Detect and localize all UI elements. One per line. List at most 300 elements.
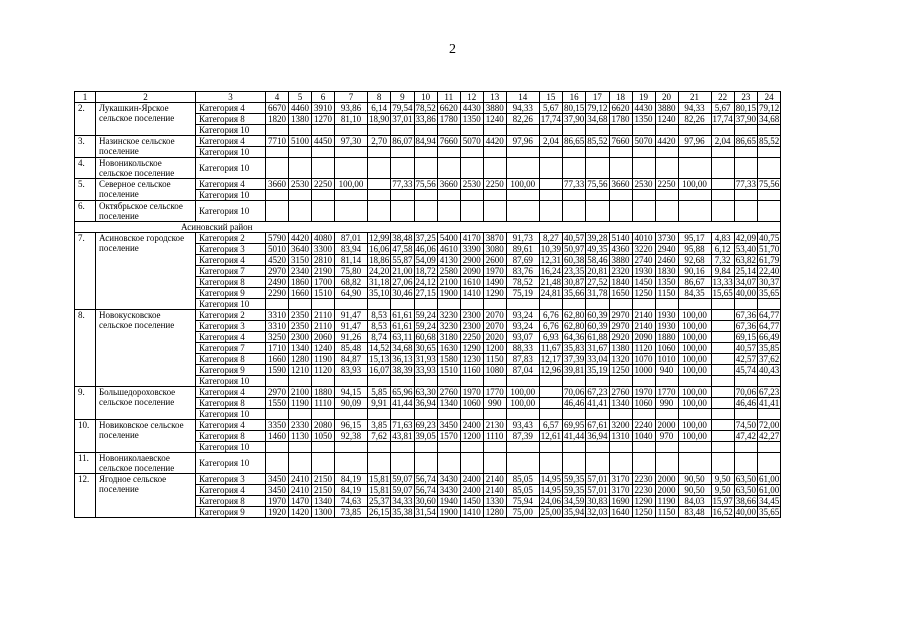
value-cell (655, 190, 678, 201)
value-cell: 41,41 (759, 398, 780, 408)
value-cell: 1780 (609, 114, 632, 125)
value-cell: 6,14 (368, 103, 391, 114)
value-cell (483, 158, 506, 179)
value-cell: 1250 (632, 288, 655, 299)
value-cell: 2970 (266, 266, 289, 277)
value-cell (632, 453, 655, 474)
value-cell: 1150 (483, 354, 506, 365)
value-cell (539, 376, 562, 387)
value-cell: 36,94 (415, 398, 436, 408)
value-cell: 1150 (655, 507, 678, 518)
value-cell: 990 (655, 398, 678, 409)
value-cell: 68,82 (335, 277, 368, 288)
value-cell (758, 147, 781, 158)
value-cell: 1770 (655, 387, 678, 398)
value-cell (506, 147, 539, 158)
value-cell: 1290 (632, 496, 655, 507)
table-row (75, 136, 781, 147)
value-cell: 3660 (609, 179, 632, 190)
value-cell: 2760 (437, 387, 460, 398)
value-cell: 31,18 (369, 277, 390, 287)
value-cell: 67,36 (735, 310, 756, 320)
value-cell: 66,49 (759, 332, 780, 342)
value-cell (586, 190, 609, 201)
value-cell: 36,13 (392, 354, 413, 364)
value-cell: 15,97 (712, 496, 733, 506)
value-cell: 63,11 (392, 332, 413, 342)
value-cell: 8,53 (368, 310, 391, 321)
table-row (75, 201, 781, 222)
value-cell: 1350 (655, 277, 678, 288)
value-cell (414, 453, 437, 474)
value-cell: 1450 (460, 496, 483, 507)
value-cell: 91,73 (506, 233, 539, 244)
value-cell (758, 158, 781, 179)
value-cell (655, 158, 678, 179)
value-cell: 14,95 (540, 485, 561, 495)
value-cell (506, 201, 539, 222)
value-cell: 2350 (289, 321, 312, 332)
value-cell: 39,28 (587, 233, 608, 243)
value-cell: 940 (655, 365, 678, 376)
value-cell: 7710 (266, 136, 289, 147)
value-cell (414, 158, 437, 179)
value-cell: 4420 (289, 233, 312, 244)
value-cell: 100,00 (678, 354, 711, 365)
value-cell: 1880 (655, 332, 678, 343)
value-cell: 83,48 (678, 507, 711, 518)
row-number: 8. (75, 310, 96, 387)
value-cell (711, 453, 734, 474)
value-cell: 1780 (437, 114, 460, 125)
value-cell: 4360 (609, 244, 632, 255)
value-cell: 75,56 (759, 179, 780, 189)
header-cell: 15 (539, 92, 562, 103)
value-cell: 1200 (483, 343, 506, 354)
value-cell: 2350 (289, 310, 312, 321)
value-cell: 35,66 (564, 288, 585, 298)
value-cell (711, 376, 734, 387)
header-cell: 4 (266, 92, 289, 103)
value-cell: 7,62 (368, 431, 391, 442)
value-cell: 1930 (655, 310, 678, 321)
value-cell (391, 442, 414, 453)
value-cell: 2230 (632, 485, 655, 496)
header-cell: 22 (711, 92, 734, 103)
value-cell: 1970 (460, 387, 483, 398)
value-cell: 1380 (609, 343, 632, 354)
header-cell: 2 (96, 92, 196, 103)
value-cell: 1660 (289, 288, 312, 299)
value-cell: 1190 (655, 496, 678, 507)
category-cell: Категория 9 (196, 365, 266, 376)
value-cell (391, 453, 414, 474)
value-cell (655, 409, 678, 420)
value-cell (437, 125, 460, 136)
value-cell: 6620 (437, 103, 460, 114)
value-cell: 67,36 (735, 321, 756, 331)
value-cell: 2970 (266, 387, 289, 398)
value-cell: 9,84 (711, 266, 734, 277)
value-cell: 85,52 (587, 136, 608, 146)
value-cell: 35,19 (587, 365, 608, 375)
value-cell: 1930 (655, 321, 678, 332)
value-cell (368, 442, 391, 453)
value-cell: 75,80 (335, 266, 368, 277)
value-cell (266, 299, 289, 310)
value-cell: 8,53 (368, 321, 391, 332)
value-cell: 59,24 (415, 321, 436, 331)
value-cell: 61,61 (392, 310, 413, 320)
value-cell: 61,00 (759, 474, 780, 484)
value-cell (368, 190, 391, 201)
value-cell: 2810 (312, 255, 335, 266)
value-cell (563, 201, 586, 222)
value-cell: 89,61 (506, 244, 539, 255)
value-cell: 16,24 (540, 266, 561, 276)
row-number: 10. (75, 420, 96, 453)
table-row (75, 453, 781, 474)
value-cell: 16,52 (712, 507, 733, 517)
value-cell: 3880 (483, 103, 506, 114)
value-cell: 23,35 (564, 266, 585, 276)
value-cell: 6,76 (539, 310, 562, 321)
value-cell: 2110 (312, 321, 335, 332)
value-cell (586, 125, 609, 136)
row-number: 11. (75, 453, 96, 474)
category-cell: Категория 4 (196, 179, 266, 190)
value-cell: 12,61 (540, 431, 561, 441)
value-cell: 21,00 (392, 266, 413, 276)
value-cell: 2,04 (711, 136, 734, 147)
value-cell: 61,79 (759, 255, 780, 265)
value-cell (734, 299, 757, 310)
value-cell: 40,43 (759, 365, 780, 375)
value-cell: 40,57 (735, 343, 756, 353)
value-cell: 86,65 (735, 136, 756, 146)
value-cell: 2970 (609, 310, 632, 321)
value-cell: 70,06 (735, 387, 756, 397)
value-cell: 35,85 (759, 343, 780, 353)
value-cell (368, 201, 391, 222)
header-cell: 24 (758, 92, 781, 103)
value-cell: 79,12 (759, 103, 780, 113)
value-cell: 41,44 (392, 398, 413, 408)
value-cell: 990 (483, 398, 506, 409)
value-cell: 36,94 (587, 431, 608, 441)
value-cell (460, 125, 483, 136)
value-cell: 100,00 (678, 310, 711, 321)
category-cell: Категория 8 (196, 496, 266, 507)
value-cell: 84,94 (415, 136, 436, 146)
value-cell (734, 376, 757, 387)
value-cell: 87,01 (335, 233, 368, 244)
value-cell: 2340 (289, 266, 312, 277)
value-cell (758, 442, 781, 453)
value-cell: 2000 (655, 474, 678, 485)
value-cell: 75,56 (587, 179, 608, 189)
value-cell: 1160 (460, 365, 483, 376)
value-cell: 1410 (460, 507, 483, 518)
value-cell (586, 299, 609, 310)
value-cell: 92,68 (678, 255, 711, 266)
value-cell: 2290 (266, 288, 289, 299)
value-cell (586, 201, 609, 222)
value-cell: 2110 (312, 310, 335, 321)
value-cell: 1120 (632, 343, 655, 354)
category-cell: Категория 7 (196, 343, 266, 354)
value-cell: 74,63 (335, 496, 368, 507)
value-cell: 1240 (483, 114, 506, 125)
value-cell: 100,00 (678, 420, 711, 431)
value-cell: 1610 (460, 277, 483, 288)
value-cell: 1330 (483, 496, 506, 507)
value-cell: 27,52 (587, 277, 608, 287)
value-cell (335, 376, 368, 387)
value-cell: 1250 (609, 365, 632, 376)
value-cell (539, 147, 562, 158)
value-cell: 64,90 (335, 288, 368, 299)
value-cell: 30,37 (759, 277, 780, 287)
value-cell: 2250 (483, 179, 506, 190)
table-row (75, 233, 781, 244)
header-cell: 10 (414, 92, 437, 103)
value-cell: 2140 (483, 474, 506, 485)
value-cell: 3150 (289, 255, 312, 266)
value-cell: 1320 (609, 354, 632, 365)
value-cell: 30,83 (587, 496, 608, 506)
value-cell (586, 409, 609, 420)
value-cell (539, 409, 562, 420)
value-cell: 62,80 (564, 310, 585, 320)
value-cell: 1930 (632, 266, 655, 277)
value-cell (539, 190, 562, 201)
value-cell: 34,45 (759, 496, 780, 506)
value-cell: 3880 (655, 103, 678, 114)
value-cell: 91,47 (335, 310, 368, 321)
value-cell (391, 190, 414, 201)
value-cell: 32,03 (587, 507, 608, 517)
value-cell: 1270 (312, 114, 335, 125)
value-cell (460, 190, 483, 201)
value-cell: 3170 (609, 485, 632, 496)
value-cell: 69,15 (735, 332, 756, 342)
value-cell (632, 190, 655, 201)
table-row (75, 387, 781, 398)
value-cell: 1820 (266, 114, 289, 125)
value-cell: 1300 (312, 507, 335, 518)
value-cell: 51,70 (759, 244, 780, 254)
value-cell: 82,26 (678, 114, 711, 125)
value-cell (266, 409, 289, 420)
value-cell: 84,19 (335, 485, 368, 496)
value-cell: 1150 (655, 288, 678, 299)
value-cell: 86,65 (564, 136, 585, 146)
value-cell: 1110 (483, 431, 506, 442)
value-cell: 1280 (483, 507, 506, 518)
row-number: 3. (75, 136, 96, 158)
value-cell: 17,74 (712, 114, 733, 124)
value-cell: 2940 (655, 244, 678, 255)
value-cell: 87,69 (506, 255, 539, 266)
value-cell: 1460 (266, 431, 289, 442)
value-cell: 2,70 (368, 136, 391, 147)
value-cell: 6,76 (539, 321, 562, 332)
value-cell: 59,35 (564, 474, 585, 484)
category-cell: Категория 10 (196, 147, 266, 158)
header-cell: 14 (506, 92, 539, 103)
value-cell: 1510 (312, 288, 335, 299)
value-cell: 3450 (266, 474, 289, 485)
value-cell: 100,00 (678, 431, 711, 442)
value-cell: 27,06 (392, 277, 413, 287)
value-cell: 1060 (632, 398, 655, 409)
category-cell: Категория 8 (196, 398, 266, 409)
value-cell: 20,81 (587, 266, 608, 276)
value-cell (335, 299, 368, 310)
value-cell (437, 299, 460, 310)
value-cell (711, 179, 734, 190)
value-cell: 2000 (655, 485, 678, 496)
value-cell (539, 201, 562, 222)
value-cell: 1290 (460, 343, 483, 354)
value-cell: 81,14 (335, 255, 368, 266)
value-cell (632, 158, 655, 179)
value-cell (632, 299, 655, 310)
value-cell: 4450 (312, 136, 335, 147)
value-cell (312, 299, 335, 310)
settlement-name: Лукашкин-Ярское сельское поселение (96, 103, 196, 136)
value-cell: 67,23 (759, 387, 780, 397)
value-cell: 1340 (609, 398, 632, 409)
value-cell: 67,61 (587, 420, 608, 430)
value-cell: 15,13 (369, 354, 390, 364)
value-cell (391, 147, 414, 158)
value-cell: 4520 (266, 255, 289, 266)
value-cell (391, 201, 414, 222)
value-cell (460, 453, 483, 474)
value-cell (391, 409, 414, 420)
value-cell: 1280 (289, 354, 312, 365)
value-cell (391, 125, 414, 136)
value-cell: 94,15 (335, 387, 368, 398)
value-cell: 96,15 (335, 420, 368, 431)
value-cell: 1570 (437, 431, 460, 442)
value-cell (655, 125, 678, 136)
value-cell: 2920 (609, 332, 632, 343)
value-cell (632, 409, 655, 420)
value-cell: 37,62 (759, 354, 780, 364)
header-cell: 1 (75, 92, 96, 103)
value-cell (312, 190, 335, 201)
category-cell: Категория 10 (196, 453, 266, 474)
value-cell: 4,83 (711, 233, 734, 244)
settlement-name: Назинское сельское поселение (96, 136, 196, 158)
value-cell (758, 201, 781, 222)
value-cell: 13,33 (712, 277, 733, 287)
value-cell: 69,95 (564, 420, 585, 430)
category-cell: Категория 7 (196, 266, 266, 277)
value-cell (632, 442, 655, 453)
value-cell: 15,81 (369, 474, 390, 484)
value-cell (758, 125, 781, 136)
value-cell (711, 398, 734, 409)
value-cell: 46,06 (415, 244, 436, 254)
value-cell: 3730 (655, 233, 678, 244)
value-cell: 93,07 (506, 332, 539, 343)
value-cell: 63,50 (735, 474, 756, 484)
value-cell (678, 201, 711, 222)
value-cell: 5070 (460, 136, 483, 147)
value-cell: 59,35 (564, 485, 585, 495)
value-cell: 4170 (460, 233, 483, 244)
value-cell: 30,60 (415, 496, 436, 506)
value-cell: 1130 (289, 431, 312, 442)
value-cell: 1970 (632, 387, 655, 398)
value-cell: 2140 (632, 310, 655, 321)
settlement-name: Новониколаевское сельское поселение (96, 453, 196, 474)
value-cell: 2000 (655, 420, 678, 431)
value-cell: 3390 (460, 244, 483, 255)
category-cell: Категория 10 (196, 442, 266, 453)
value-cell (711, 431, 734, 442)
value-cell: 30,87 (564, 277, 585, 287)
value-cell: 90,50 (678, 474, 711, 485)
header-cell: 9 (391, 92, 414, 103)
value-cell: 12,31 (540, 255, 561, 265)
value-cell (335, 453, 368, 474)
value-cell: 86,07 (392, 136, 413, 146)
value-cell: 4420 (655, 136, 678, 147)
value-cell (312, 158, 335, 179)
value-cell: 34,33 (392, 496, 413, 506)
settlement-name: Новокусковское сельское поселение (96, 310, 196, 387)
category-cell: Категория 10 (196, 190, 266, 201)
value-cell (266, 147, 289, 158)
header-cell: 5 (289, 92, 312, 103)
value-cell: 63,30 (415, 387, 436, 397)
value-cell (734, 147, 757, 158)
value-cell (506, 158, 539, 179)
value-cell (368, 125, 391, 136)
value-cell: 60,39 (587, 321, 608, 331)
value-cell: 1590 (266, 365, 289, 376)
value-cell: 97,30 (335, 136, 368, 147)
value-cell: 80,15 (735, 103, 756, 113)
value-cell (335, 158, 368, 179)
value-cell: 1210 (289, 365, 312, 376)
value-cell: 93,24 (506, 310, 539, 321)
value-cell: 2100 (289, 387, 312, 398)
value-cell: 5,85 (368, 387, 391, 398)
value-cell (586, 442, 609, 453)
category-cell: Категория 10 (196, 409, 266, 420)
value-cell: 1880 (312, 387, 335, 398)
value-cell (539, 125, 562, 136)
value-cell: 1340 (312, 496, 335, 507)
value-cell (586, 158, 609, 179)
value-cell (266, 376, 289, 387)
value-cell: 95,17 (678, 233, 711, 244)
value-cell (437, 409, 460, 420)
value-cell (711, 409, 734, 420)
value-cell: 1240 (655, 114, 678, 125)
value-cell: 40,75 (759, 233, 780, 243)
value-cell: 3870 (483, 233, 506, 244)
value-cell: 6,12 (711, 244, 734, 255)
value-cell: 7660 (609, 136, 632, 147)
value-cell: 37,90 (735, 114, 756, 124)
